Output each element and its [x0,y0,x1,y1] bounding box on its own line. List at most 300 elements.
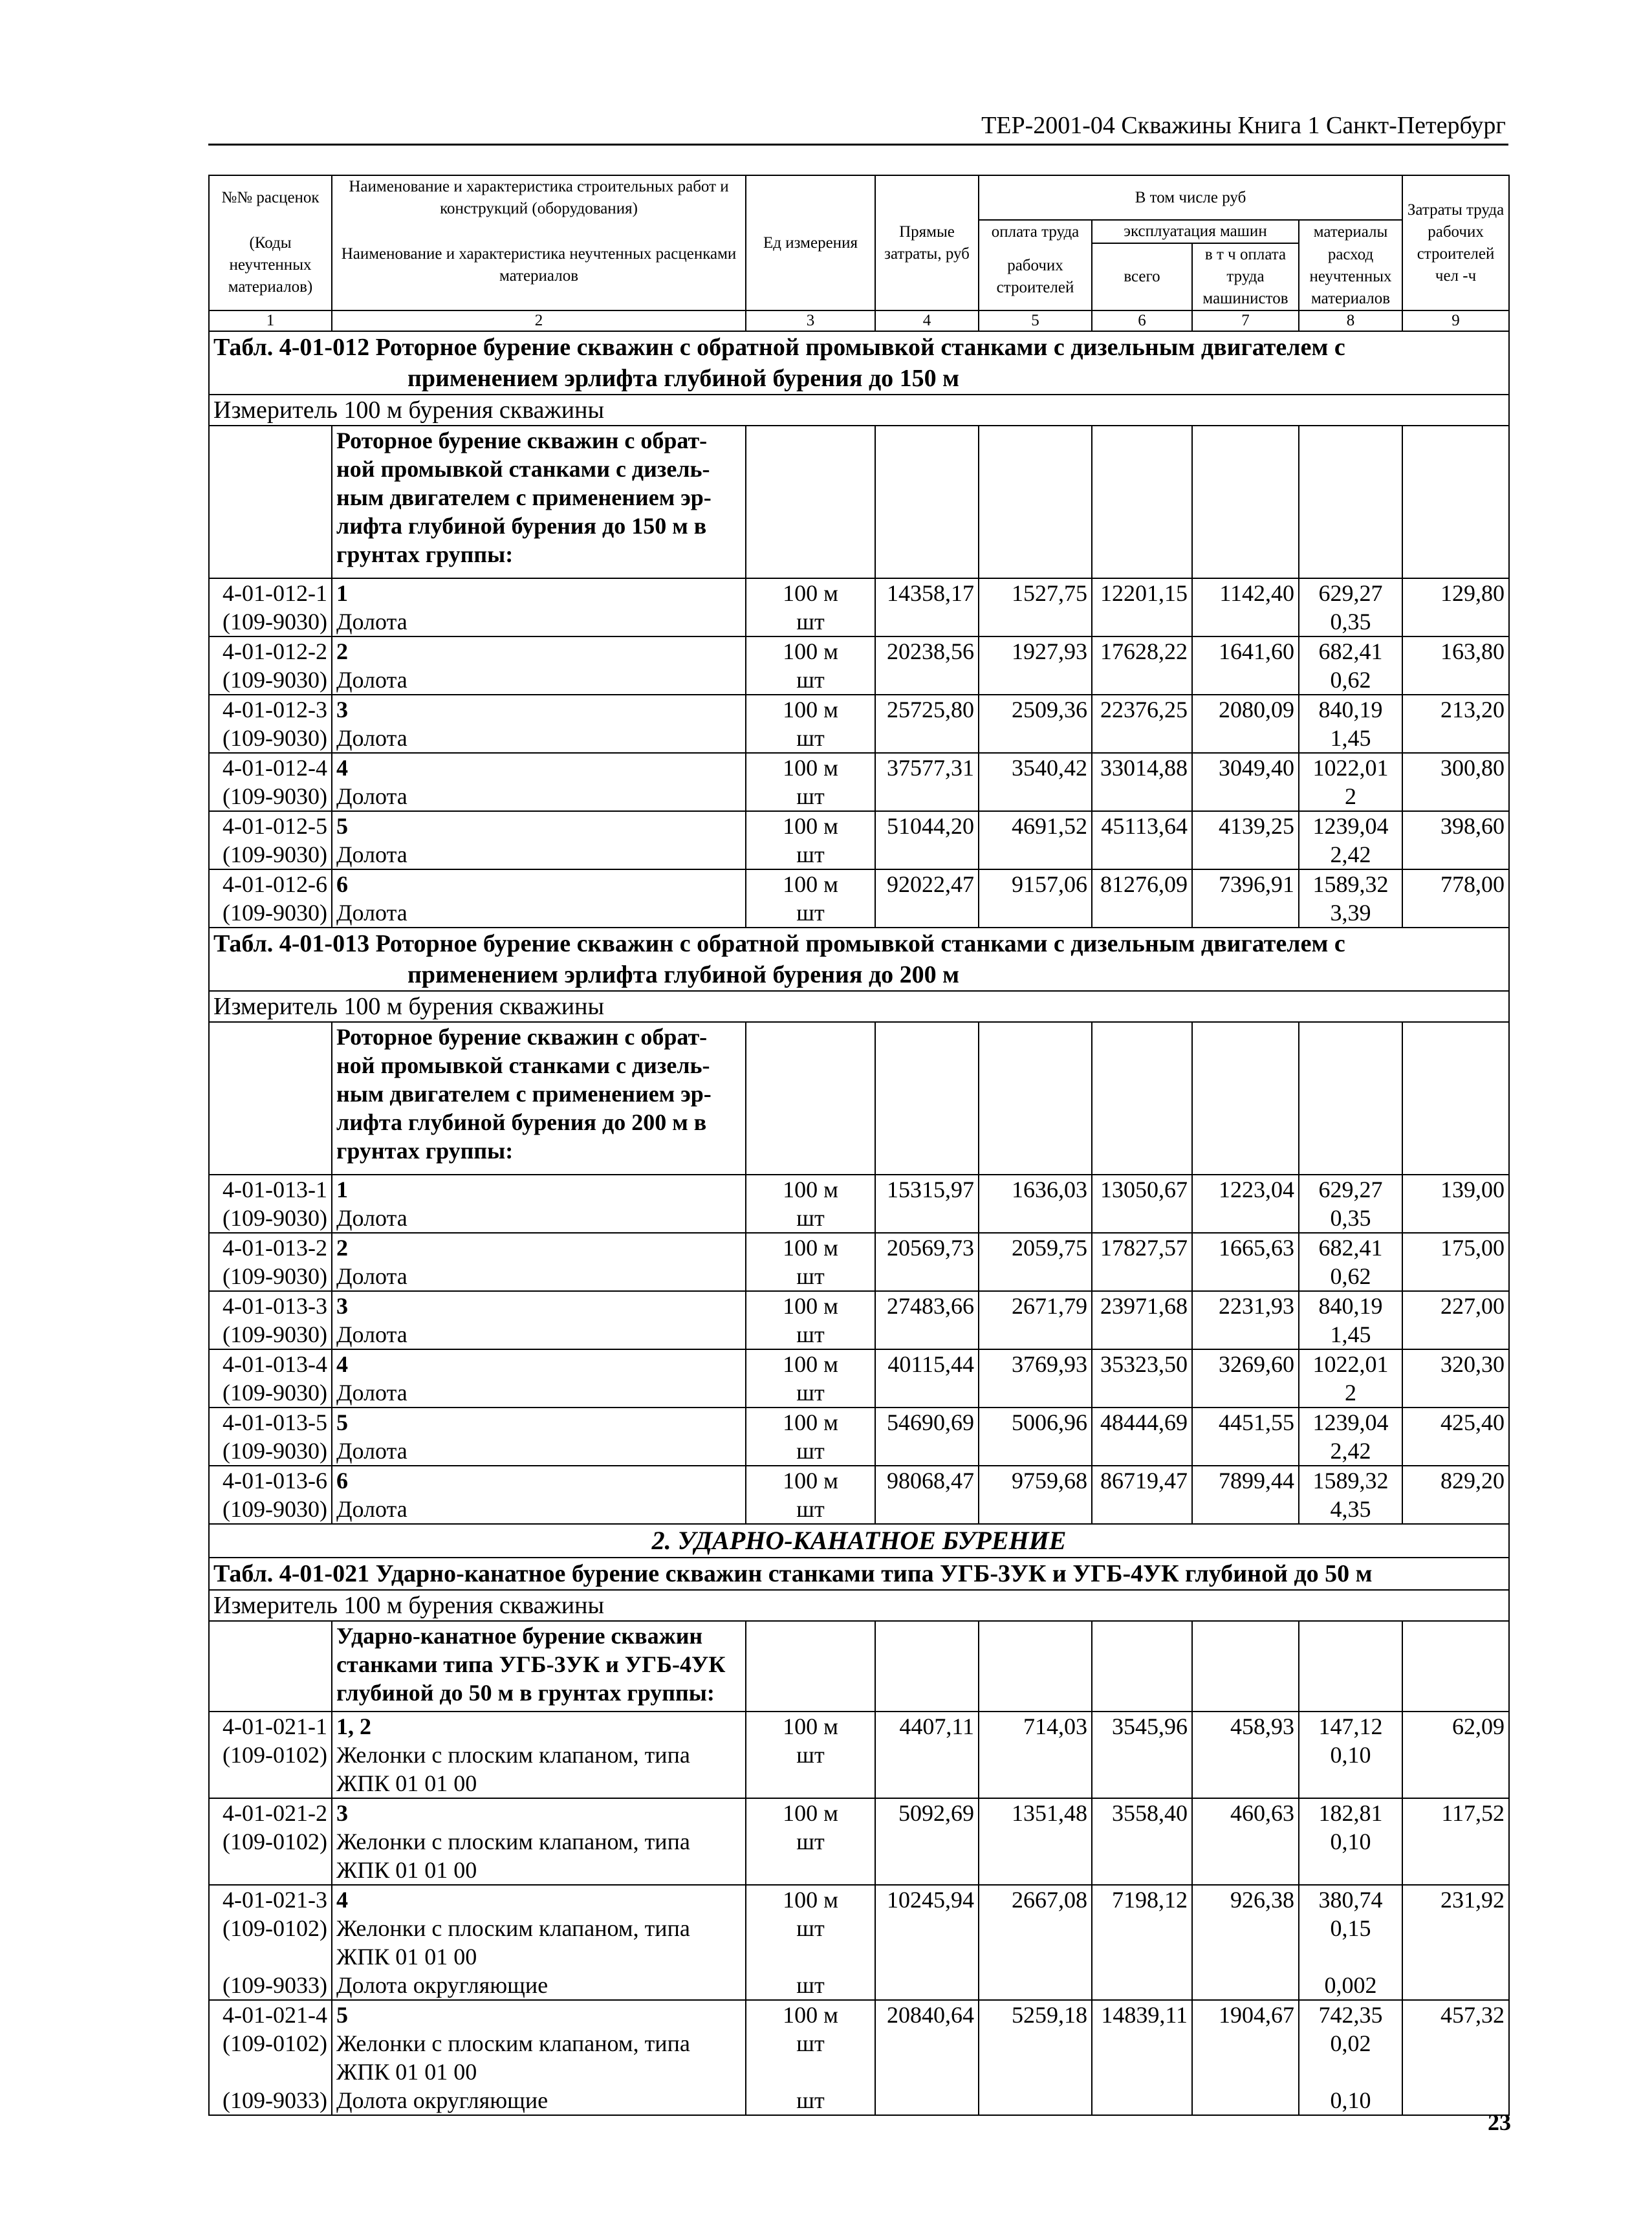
col-number: 9 [1402,310,1509,331]
machinist-labor-value: 460,63 [1230,1800,1294,1826]
machinist-labor [1192,695,1299,753]
col4-header: Прямые затраты, руб [875,175,979,310]
rate-name-value: 4 [336,1887,348,1913]
unit-value: 100 м [783,813,838,839]
col-number: 1 [209,310,332,331]
labor-hours [1402,1233,1509,1291]
machine-cost [1092,1798,1192,1885]
rate-code-value: 4-01-012-5 [223,813,327,839]
rate-name [332,1885,746,2000]
table-title-row [209,1558,1509,1590]
table-row [209,1885,1509,2000]
table-row [209,1175,1509,1233]
empty-cell [209,426,332,578]
rate-name-value: 2 [336,638,348,664]
machine-cost-value: 33014,88 [1100,755,1188,781]
machinist-labor-value: 1223,04 [1219,1177,1294,1202]
empty-cell [1092,426,1192,578]
rate-name-value: 3 [336,1293,348,1319]
unit-value: 100 м [783,1177,838,1202]
machine-cost [1092,1291,1192,1349]
rate-name-sub: Желонки с плоским клапаном, типа ЖПК 01 01 00 [336,1915,690,1970]
rate-code [209,1291,332,1349]
machinist-labor [1192,1408,1299,1466]
machine-cost-value: 3558,40 [1112,1800,1188,1826]
table-row [209,578,1509,636]
labor-hours-value: 213,20 [1440,697,1505,723]
materials-sub: 0,10 [1330,2087,1371,2113]
page-number: 23 [1488,2109,1511,2135]
rate-name-sub: Желонки с плоским клапаном, типа ЖПК 01 01 00 [336,1742,690,1796]
rate-name-sub: Долота [336,1321,408,1347]
machine-cost-value: 3545,96 [1112,1713,1188,1739]
description-row [209,1621,1509,1712]
machinist-labor-value: 2080,09 [1219,697,1294,723]
materials [1299,1233,1402,1291]
rate-name-sub: Долота [336,1496,408,1522]
unit-value: 100 м [783,1293,838,1319]
col-number: 4 [875,310,979,331]
rate-name [332,2000,746,2115]
labor-cost [979,695,1092,753]
rate-name [332,869,746,928]
direct-cost [875,578,979,636]
materials-value: 1589,32 [1312,1468,1389,1494]
labor-cost [979,753,1092,811]
machinist-labor-value: 4139,25 [1219,813,1294,839]
unit-sub: шт [796,667,825,693]
machinist-labor [1192,1712,1299,1798]
direct-cost [875,1175,979,1233]
machinist-labor-value: 1641,60 [1219,638,1294,664]
machinist-labor [1192,1233,1299,1291]
spacer [1303,1942,1398,1971]
machine-cost-value: 22376,25 [1100,697,1188,723]
rate-code [209,2000,332,2115]
col3-header: Ед измерения [746,175,875,310]
col8-sub-header: расход неучтенных материалов [1299,243,1402,310]
direct-cost [875,811,979,869]
labor-hours-value: 300,80 [1440,755,1505,781]
labor-hours [1402,869,1509,928]
labor-hours [1402,1175,1509,1233]
machinist-labor-value: 2231,93 [1219,1293,1294,1319]
unit-value: 100 м [783,1409,838,1435]
materials-value: 182,81 [1318,1800,1383,1826]
labor-cost [979,1175,1092,1233]
empty-cell [1192,1621,1299,1712]
machinist-labor-value: 7899,44 [1219,1468,1294,1494]
empty-cell [1092,1022,1192,1175]
rate-code-value: 4-01-012-6 [223,871,327,897]
description-row [209,1022,1509,1175]
machine-cost-value: 12201,15 [1100,580,1188,606]
table-title [209,331,1509,395]
labor-cost [979,2000,1092,2115]
direct-cost [875,1349,979,1408]
table-title-row [209,928,1509,991]
column-numbers-row [209,310,1509,331]
labor-hours [1402,1291,1509,1349]
labor-cost-value: 4691,52 [1012,813,1087,839]
materials-sub: 0,10 [1330,1829,1371,1854]
machinist-labor [1192,1175,1299,1233]
unit-sub: шт [796,1496,825,1522]
materials-sub: 0,002 [1324,1972,1377,1998]
rate-code-sub: (109-9030) [223,1205,327,1231]
table-row [209,1798,1509,1885]
materials [1299,1349,1402,1408]
direct-cost-value: 27483,66 [887,1293,974,1319]
unit [746,1885,875,2000]
machinist-labor-value: 3049,40 [1219,755,1294,781]
rate-name [332,1712,746,1798]
rate-name [332,811,746,869]
machinist-labor-value: 458,93 [1230,1713,1294,1739]
rate-code [209,636,332,695]
rate-code-value: 4-01-013-3 [223,1293,327,1319]
materials-value: 840,19 [1318,1293,1383,1319]
labor-hours [1402,1798,1509,1885]
rate-code-value: 4-01-013-6 [223,1468,327,1494]
rate-code-value: 4-01-013-1 [223,1177,327,1202]
rate-name-sub: Долота [336,609,408,635]
col-number: 2 [332,310,746,331]
rate-code [209,869,332,928]
direct-cost-value: 14358,17 [887,580,974,606]
rate-name-sub: Желонки с плоским клапаном, типа ЖПК 01 01 00 [336,1829,690,1883]
unit [746,1798,875,1885]
table-row [209,636,1509,695]
measure-row [209,1590,1509,1621]
labor-cost [979,1233,1092,1291]
rate-name-value: 2 [336,1235,348,1261]
spacer [1303,2058,1398,2086]
direct-cost [875,1798,979,1885]
table-title-line: применением эрлифта глубиной бурения до 150 м [408,365,960,392]
unit [746,695,875,753]
rate-name-value: 5 [336,2002,348,2028]
rate-code-value: 4-01-012-2 [223,638,327,664]
header-rule [208,144,1508,146]
materials-value: 840,19 [1318,697,1383,723]
materials [1299,811,1402,869]
rate-code [209,1408,332,1466]
rate-code-sub: (109-0102) [223,1742,327,1768]
machine-cost [1092,811,1192,869]
table-row [209,1408,1509,1466]
rate-code-sub: (109-0102) [223,1915,327,1941]
materials-value: 682,41 [1318,1235,1383,1261]
materials-value: 682,41 [1318,638,1383,664]
empty-cell [875,426,979,578]
rate-name-value: 1, 2 [336,1713,371,1739]
empty-cell [1192,426,1299,578]
labor-hours [1402,1408,1509,1466]
direct-cost-value: 15315,97 [887,1177,974,1202]
unit-sub: шт [796,1915,825,1941]
rate-code-sub: (109-9030) [223,667,327,693]
labor-hours-value: 129,80 [1440,580,1505,606]
labor-hours [1402,1466,1509,1524]
machinist-labor-value: 4451,55 [1219,1409,1294,1435]
machines-header: эксплуатация машин [1092,220,1299,243]
materials [1299,695,1402,753]
labor-hours [1402,1712,1509,1798]
unit [746,753,875,811]
machine-cost [1092,2000,1192,2115]
table-row [209,2000,1509,2115]
rate-code-value: 4-01-012-3 [223,697,327,723]
machine-cost-value: 17827,57 [1100,1235,1188,1261]
empty-cell [1092,1621,1192,1712]
direct-cost [875,695,979,753]
header-row-1 [209,175,1509,220]
col-number: 3 [746,310,875,331]
table-title: Табл. 4-01-021 Ударно-канатное бурение скважин станками типа УГБ-3УК и УГБ-4УК глубиной до 50 м [209,1558,1509,1590]
rate-name-sub: Желонки с плоским клапаном, типа ЖПК 01 01 00 [336,2030,690,2085]
labor-hours-value: 320,30 [1440,1351,1505,1377]
rate-code [209,1712,332,1798]
rate-code-sub: (109-9030) [223,783,327,809]
materials-sub: 3,39 [1330,900,1371,926]
col5-header: оплата труда [979,220,1092,243]
col1-sub-header: (Коды неучтенных материалов) [209,220,332,310]
labor-hours-value: 778,00 [1440,871,1505,897]
labor-hours [1402,2000,1509,2115]
machinist-labor [1192,753,1299,811]
spacer [750,2058,871,2086]
measure-row [209,991,1509,1022]
rate-code [209,1175,332,1233]
unit-sub: шт [796,783,825,809]
direct-cost [875,636,979,695]
unit-value: 100 м [783,1887,838,1913]
materials [1299,1408,1402,1466]
rate-name-sub: Долота [336,842,408,867]
rate-code-sub: (109-9030) [223,725,327,751]
col2-sub-header: Наименование и характеристика неучтенных расценками материалов [332,220,746,310]
col1-header: №№ расценок [209,175,332,220]
unit-sub: шт [796,1972,825,1998]
rate-name [332,1466,746,1524]
rate-name-sub: Долота [336,783,408,809]
labor-hours [1402,578,1509,636]
rate-code [209,1466,332,1524]
labor-cost [979,1885,1092,2000]
machine-cost-value: 45113,64 [1101,813,1188,839]
rate-code-sub: (109-9030) [223,1438,327,1464]
machine-cost-value: 17628,22 [1100,638,1188,664]
rate-name-value: 5 [336,813,348,839]
unit-value: 100 м [783,638,838,664]
rate-code-sub: (109-9033) [223,1972,327,1998]
unit [746,1233,875,1291]
machine-cost [1092,1466,1192,1524]
spacer [750,1942,871,1971]
materials-sub: 1,45 [1330,725,1371,751]
table-title-line: Табл. 4-01-012 Роторное бурение скважин с обратной промывкой станками с дизельным двигателем с [213,334,1345,361]
machinist-labor-value: 926,38 [1230,1887,1294,1913]
unit-value: 100 м [783,1235,838,1261]
empty-cell [979,1621,1092,1712]
labor-cost-value: 5006,96 [1012,1409,1087,1435]
direct-cost [875,753,979,811]
rate-code [209,695,332,753]
col9-header: Затраты труда рабочих строителей чел -ч [1402,175,1509,310]
labor-cost-value: 714,03 [1023,1713,1087,1739]
materials [1299,1291,1402,1349]
work-description: Ударно-канатное бурение скважин станками типа УГБ-3УК и УГБ-4УК глубиной до 50 м в грунтах группы: [332,1621,746,1712]
table-title-line: Табл. 4-01-013 Роторное бурение скважин с обратной промывкой станками с дизельным двигателем с [213,930,1345,957]
materials-value: 1022,01 [1312,1351,1389,1377]
rate-name-sub: Долота округляющие [336,1972,549,1998]
machinist-labor [1192,1798,1299,1885]
empty-cell [209,1022,332,1175]
col7-header: в т ч оплата труда машинистов [1192,243,1299,310]
machinist-labor [1192,2000,1299,2115]
empty-cell [1299,1022,1402,1175]
machinist-labor [1192,578,1299,636]
rate-code-sub: (109-9033) [223,2087,327,2113]
rate-name-value: 1 [336,580,348,606]
labor-cost [979,811,1092,869]
labor-cost [979,578,1092,636]
labor-cost-value: 2059,75 [1012,1235,1087,1261]
table-row [209,753,1509,811]
rate-name [332,695,746,753]
machinist-labor-value: 1142,40 [1219,580,1294,606]
section-title: 2. УДАРНО-КАНАТНОЕ БУРЕНИЕ [209,1524,1509,1558]
rates-table [208,175,1510,2116]
labor-hours-value: 457,32 [1440,2002,1505,2028]
rate-code-sub: (109-9030) [223,1263,327,1289]
rate-code-value: 4-01-012-1 [223,580,327,606]
unit-sub: шт [796,1829,825,1854]
rate-code [209,1798,332,1885]
unit-sub: шт [796,842,825,867]
machinist-labor [1192,636,1299,695]
col2-header: Наименование и характеристика строительных работ и конструкций (оборудования) [332,175,746,220]
machine-cost-value: 14839,11 [1101,2002,1188,2028]
machinist-labor [1192,1291,1299,1349]
col5-sub-header: рабочих строителей [979,243,1092,310]
materials-sub: 4,35 [1330,1496,1371,1522]
materials [1299,1798,1402,1885]
machine-cost-value: 23971,68 [1100,1293,1188,1319]
materials [1299,753,1402,811]
materials-value: 629,27 [1318,1177,1383,1202]
unit [746,2000,875,2115]
machine-cost-value: 7198,12 [1112,1887,1188,1913]
unit-sub: шт [796,725,825,751]
machine-cost [1092,1175,1192,1233]
empty-cell [746,1621,875,1712]
labor-hours-value: 62,09 [1452,1713,1505,1739]
rate-code [209,1233,332,1291]
rate-code-sub: (109-9030) [223,609,327,635]
unit-value: 100 м [783,1468,838,1494]
machine-cost [1092,753,1192,811]
materials [1299,2000,1402,2115]
machinist-labor [1192,1885,1299,2000]
rate-code-value: 4-01-021-1 [223,1713,327,1739]
unit [746,869,875,928]
table-row [209,695,1509,753]
rate-code-sub: (109-9030) [223,1380,327,1406]
labor-cost [979,1408,1092,1466]
rate-name-sub: Долота [336,1205,408,1231]
rate-code-value: 4-01-013-5 [223,1409,327,1435]
table-title [209,928,1509,991]
rate-name-sub: Долота [336,1438,408,1464]
unit-sub: шт [796,900,825,926]
rate-name-value: 5 [336,1409,348,1435]
section-row [209,1524,1509,1558]
rate-name-sub: Долота [336,900,408,926]
machine-cost-value: 48444,69 [1100,1409,1188,1435]
machinist-labor [1192,811,1299,869]
rate-code-sub: (109-0102) [223,1829,327,1854]
rate-code [209,811,332,869]
materials-sub: 0,62 [1330,1263,1371,1289]
materials-sub: 0,02 [1330,2030,1371,2056]
unit [746,1712,875,1798]
rate-name [332,636,746,695]
measure-row [209,395,1509,426]
rate-code-value: 4-01-013-4 [223,1351,327,1377]
labor-cost-value: 9157,06 [1012,871,1087,897]
empty-cell [746,1022,875,1175]
materials-sub: 0,35 [1330,609,1371,635]
machine-cost [1092,869,1192,928]
direct-cost-value: 25725,80 [887,697,974,723]
measure-unit: Измеритель 100 м бурения скважины [209,991,1509,1022]
unit [746,1175,875,1233]
materials-value: 1589,32 [1312,871,1389,897]
rate-name [332,1349,746,1408]
direct-cost [875,1712,979,1798]
materials-value: 147,12 [1318,1713,1383,1739]
rate-name-value: 6 [336,871,348,897]
materials [1299,578,1402,636]
unit [746,1408,875,1466]
direct-cost-value: 40115,44 [887,1351,974,1377]
materials-sub: 2,42 [1330,842,1371,867]
direct-cost-value: 10245,94 [887,1887,974,1913]
rate-name-value: 6 [336,1468,348,1494]
labor-cost-value: 2509,36 [1012,697,1087,723]
table-row [209,1712,1509,1798]
labor-hours-value: 163,80 [1440,638,1505,664]
rate-name-sub: Долота [336,667,408,693]
rate-code [209,578,332,636]
unit-value: 100 м [783,755,838,781]
labor-cost [979,636,1092,695]
labor-cost [979,1798,1092,1885]
spacer [213,1942,327,1971]
rate-code-value: 4-01-021-3 [223,1887,327,1913]
unit [746,1466,875,1524]
unit-sub: шт [796,1205,825,1231]
direct-cost-value: 20840,64 [887,2002,974,2028]
labor-cost [979,1349,1092,1408]
unit [746,578,875,636]
rate-code-sub: (109-9030) [223,842,327,867]
unit-value: 100 м [783,871,838,897]
col-number: 6 [1092,310,1192,331]
table-row [209,1466,1509,1524]
